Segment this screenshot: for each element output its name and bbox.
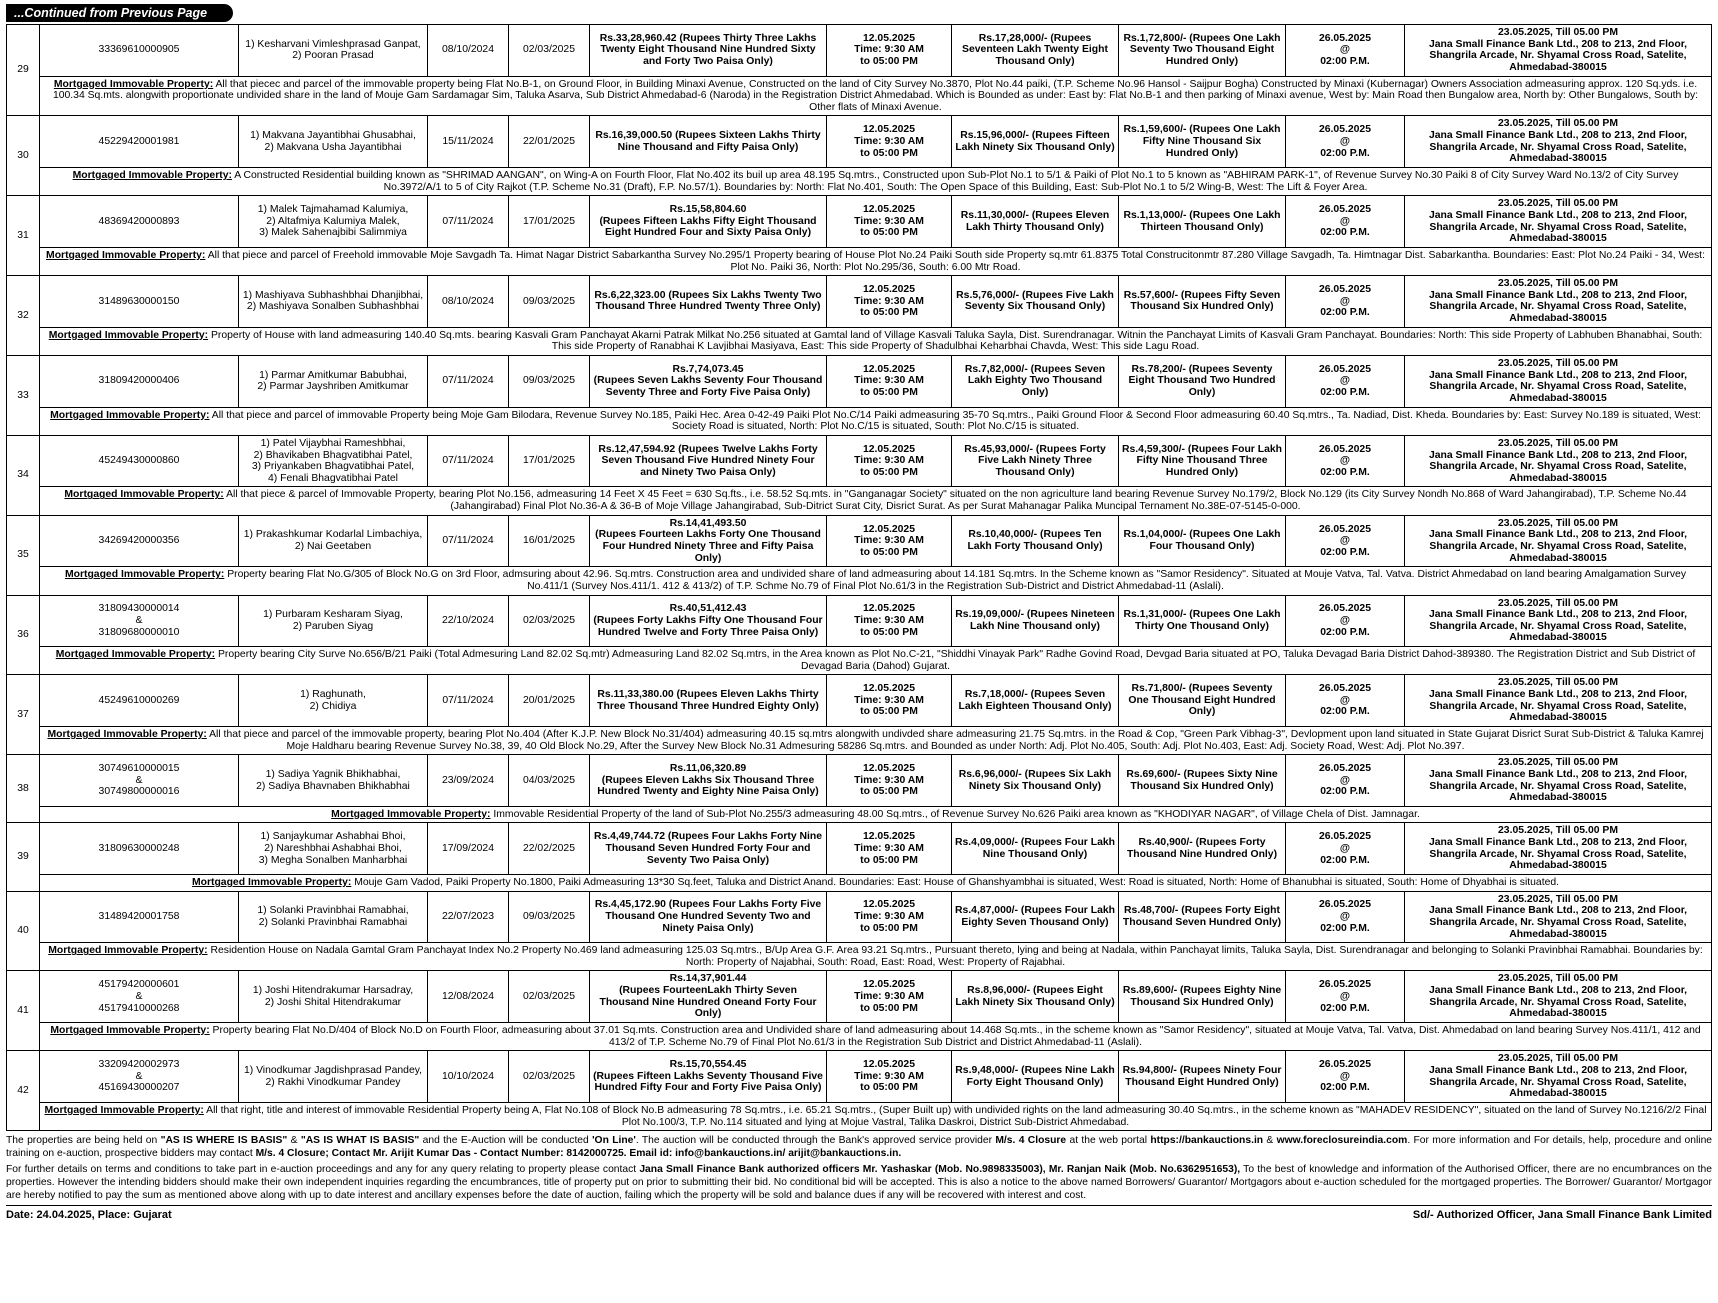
loan-account-number: 33209420002973 & 45169430000207 — [40, 1051, 239, 1103]
loan-account-number: 45249610000269 — [40, 675, 239, 727]
table-row-description — [7, 168, 1712, 196]
emd-amount: Rs.15,96,000/- (Rupees Fifteen Lakh Ninety Six Thousand Only) — [952, 116, 1119, 168]
borrower-names: 1) Solanki Pravinbhai Ramabhai, 2) Solanki Pravinbhai Ramabhai — [239, 891, 428, 943]
mortgaged-property-label: Mortgaged Immovable Property: — [72, 170, 232, 182]
footer-paragraph-2 — [6, 1163, 1712, 1203]
borrower-names: 1) Malek Tajmahamad Kalumiya, 2) Altafmiya Kalumiya Malek, 3) Malek Sahenajbibi Salimmiya — [239, 196, 428, 248]
loan-account-number: 33369610000905 — [40, 25, 239, 77]
table-row-description — [7, 247, 1712, 275]
mortgaged-property-description — [40, 647, 1712, 675]
mortgaged-property-description — [40, 1102, 1712, 1130]
footer-p1-c: & — [287, 1135, 301, 1147]
demand-notice-date: 22/10/2024 — [428, 595, 509, 647]
emd-last-date: 26.05.2025 @ 02:00 P.M. — [1286, 1051, 1405, 1103]
demand-notice-date: 07/11/2024 — [428, 356, 509, 408]
inspection-datetime: 12.05.2025 Time: 9:30 AM to 05:00 PM — [827, 675, 952, 727]
mortgaged-property-text: Mouje Gam Vadod, Paiki Property No.1800, Paiki Admeasuring 13*30 Sq.feet, Taluka and District Anand. Boundaries: East: House of Ghanshyambhai is situated, West: Road is situated, North: Home of Bhanubhai is situated, South: Home of Dhyabhai is situated. — [351, 877, 1560, 888]
mortgaged-property-label: Mortgaged Immovable Property: — [331, 808, 491, 820]
mortgaged-property-description — [40, 168, 1712, 196]
bid-increment-amount: Rs.89,600/- (Rupees Eighty Nine Thousand Six Hundred Only) — [1119, 971, 1286, 1023]
demand-notice-date: 07/11/2024 — [428, 435, 509, 487]
mortgaged-property-description — [40, 327, 1712, 355]
row-serial-number: 38 — [7, 755, 40, 823]
bank-officer-contacts: Jana Small Finance Bank authorized officers Mr. Yashaskar (Mob. No.9898335003), Mr. Ranjan Naik (Mob. No.6362951653), — [639, 1163, 1241, 1175]
mortgaged-property-description — [40, 567, 1712, 595]
reserve-price: Rs.12,47,594.92 (Rupees Twelve Lakhs Forty Seven Thousand Five Hundred Ninety Four and Ninety Two Paisa Only) — [590, 435, 827, 487]
demand-notice-date: 08/10/2024 — [428, 276, 509, 328]
table-row — [7, 515, 1712, 567]
emd-amount: Rs.5,76,000/- (Rupees Five Lakh Seventy Six Thousand Only) — [952, 276, 1119, 328]
table-row-description — [7, 407, 1712, 435]
borrower-names: 1) Purbaram Kesharam Siyag, 2) Paruben Siyag — [239, 595, 428, 647]
table-row-description — [7, 875, 1712, 892]
reserve-price: Rs.15,58,804.60 (Rupees Fifteen Lakhs Fifty Eight Thousand Eight Hundred Four and Sixty Paisa Only) — [590, 196, 827, 248]
reserve-price: Rs.33,28,960.42 (Rupees Thirty Three Lakhs Twenty Eight Thousand Nine Hundred Sixty and Forty Two Paisa Only) — [590, 25, 827, 77]
mortgaged-property-text: Property of House with land admeasuring 140.40 Sq.mts. bearing Kasvali Gram Panchayat Akarni Patrak Milkat No.256 situated at Gamtal land of Village Kasvali Taluka Sayla, Dist. Surendranagar. Witnin the Panchayat Limits of Kasvali Gram Panchayat. Boundaries: North: This side Property of Labhuben Bhanabhai, South: This side Property of Ranabhai K Lavjibhai Masiyava, East: This side Property of Shadulbhai Keharbhai Chavda, West: This side Lagu Road. — [208, 329, 1703, 353]
inspection-datetime: 12.05.2025 Time: 9:30 AM to 05:00 PM — [827, 1051, 952, 1103]
loan-account-number: 48369420000893 — [40, 196, 239, 248]
loan-account-number: 31489420001758 — [40, 891, 239, 943]
table-row — [7, 356, 1712, 408]
loan-account-number: 45179420000601 & 45179410000268 — [40, 971, 239, 1023]
row-serial-number: 29 — [7, 25, 40, 116]
bid-increment-amount: Rs.1,13,000/- (Rupees One Lakh Thirteen Thousand Only) — [1119, 196, 1286, 248]
demand-notice-date: 10/10/2024 — [428, 1051, 509, 1103]
table-row — [7, 595, 1712, 647]
emd-last-date: 26.05.2025 @ 02:00 P.M. — [1286, 435, 1405, 487]
possession-date: 02/03/2025 — [509, 1051, 590, 1103]
table-row — [7, 196, 1712, 248]
reserve-price: Rs.15,70,554.45 (Rupees Fifteen Lakhs Seventy Thousand Five Hundred Fifty Four and Forty Five Paisa Only) — [590, 1051, 827, 1103]
emd-amount: Rs.4,09,000/- (Rupees Four Lakh Nine Thousand Only) — [952, 823, 1119, 875]
table-row — [7, 675, 1712, 727]
auction-date-venue: 23.05.2025, Till 05.00 PM Jana Small Finance Bank Ltd., 208 to 213, 2nd Floor, Shangrila Arcade, Nr. Shyamal Cross Road, Satelite, Ahmedabad-380015 — [1405, 435, 1712, 487]
mortgaged-property-label: Mortgaged Immovable Property: — [44, 1104, 204, 1116]
borrower-names: 1) Sadiya Yagnik Bhikhabhai, 2) Sadiya Bhavnaben Bhikhabhai — [239, 755, 428, 807]
auction-date-venue: 23.05.2025, Till 05.00 PM Jana Small Finance Bank Ltd., 208 to 213, 2nd Floor, Shangrila Arcade, Nr. Shyamal Cross Road, Satelite, Ahmedabad-380015 — [1405, 891, 1712, 943]
mortgaged-property-label: Mortgaged Immovable Property: — [53, 78, 214, 90]
inspection-datetime: 12.05.2025 Time: 9:30 AM to 05:00 PM — [827, 515, 952, 567]
reserve-price: Rs.14,37,901.44 (Rupees FourteenLakh Thirty Seven Thousand Nine Hundred Oneand Forty Four Only) — [590, 971, 827, 1023]
emd-last-date: 26.05.2025 @ 02:00 P.M. — [1286, 675, 1405, 727]
auction-date-venue: 23.05.2025, Till 05.00 PM Jana Small Finance Bank Ltd., 208 to 213, 2nd Floor, Shangrila Arcade, Nr. Shyamal Cross Road, Satelite, Ahmedabad-380015 — [1405, 515, 1712, 567]
mortgaged-property-label: Mortgaged Immovable Property: — [55, 649, 216, 661]
emd-amount: Rs.45,93,000/- (Rupees Forty Five Lakh Ninety Three Thousand Only) — [952, 435, 1119, 487]
loan-account-number: 31489630000150 — [40, 276, 239, 328]
demand-notice-date: 07/11/2024 — [428, 675, 509, 727]
emd-last-date: 26.05.2025 @ 02:00 P.M. — [1286, 515, 1405, 567]
loan-account-number: 45249430000860 — [40, 435, 239, 487]
inspection-datetime: 12.05.2025 Time: 9:30 AM to 05:00 PM — [827, 116, 952, 168]
table-row-description — [7, 647, 1712, 675]
bid-increment-amount: Rs.1,04,000/- (Rupees One Lakh Four Thousand Only) — [1119, 515, 1286, 567]
bid-increment-amount: Rs.4,59,300/- (Rupees Four Lakh Fifty Nine Thousand Three Hundred Only) — [1119, 435, 1286, 487]
footer-paragraph-1 — [6, 1134, 1712, 1160]
inspection-datetime: 12.05.2025 Time: 9:30 AM to 05:00 PM — [827, 971, 952, 1023]
emd-amount: Rs.4,87,000/- (Rupees Four Lakh Eighty Seven Thousand Only) — [952, 891, 1119, 943]
emd-last-date: 26.05.2025 @ 02:00 P.M. — [1286, 755, 1405, 807]
borrower-names: 1) Joshi Hitendrakumar Harsadray, 2) Joshi Shital Hitendrakumar — [239, 971, 428, 1023]
mortgaged-property-text: All that right, title and interest of immovable Residential Property being A, Flat No.108 of Block No.B admeasuring 78 Sq.mtrs., i.e. 65.21 Sq.mtrs., (Super Built up) with undivided rights on the land admeasuring 30.40 Sq.mtrs., in the scheme known as "MAHADEV RESIDENCY", situated on the land of Survey No.1216/2/2 Final Plot No.100/3, T.P. No.114 situated and lying at Mojue Vastral, Talika Daskroi, District Sub-District Ahmedabad. — [203, 1104, 1707, 1128]
possession-date: 02/03/2025 — [509, 971, 590, 1023]
demand-notice-date: 08/10/2024 — [428, 25, 509, 77]
possession-date: 17/01/2025 — [509, 435, 590, 487]
table-row — [7, 435, 1712, 487]
borrower-names: 1) Raghunath, 2) Chidiya — [239, 675, 428, 727]
table-row-description — [7, 1102, 1712, 1130]
mortgaged-property-label: Mortgaged Immovable Property: — [48, 945, 208, 957]
row-serial-number: 41 — [7, 971, 40, 1051]
reserve-price: Rs.11,06,320.89 (Rupees Eleven Lakhs Six Thousand Three Hundred Twenty and Eighty Nine Paisa Only) — [590, 755, 827, 807]
mortgaged-property-description — [40, 76, 1712, 116]
bid-increment-amount: Rs.57,600/- (Rupees Fifty Seven Thousand Six Hundred Only) — [1119, 276, 1286, 328]
footer-p1-b: "AS IS WHERE IS BASIS" — [160, 1135, 288, 1147]
demand-notice-date: 17/09/2024 — [428, 823, 509, 875]
inspection-datetime: 12.05.2025 Time: 9:30 AM to 05:00 PM — [827, 595, 952, 647]
table-row-description — [7, 487, 1712, 515]
borrower-names: 1) Parmar Amitkumar Babubhai, 2) Parmar Jayshriben Amitkumar — [239, 356, 428, 408]
auction-date-venue: 23.05.2025, Till 05.00 PM Jana Small Finance Bank Ltd., 208 to 213, 2nd Floor, Shangrila Arcade, Nr. Shyamal Cross Road, Satelite, Ahmedabad-380015 — [1405, 1051, 1712, 1103]
demand-notice-date: 15/11/2024 — [428, 116, 509, 168]
bid-increment-amount: Rs.1,72,800/- (Rupees One Lakh Seventy Two Thousand Eight Hundred Only) — [1119, 25, 1286, 77]
possession-date: 16/01/2025 — [509, 515, 590, 567]
table-row-description — [7, 567, 1712, 595]
emd-last-date: 26.05.2025 @ 02:00 P.M. — [1286, 823, 1405, 875]
footer-p1-d: "AS IS WHAT IS BASIS" — [300, 1135, 420, 1147]
reserve-price: Rs.16,39,000.50 (Rupees Sixteen Lakhs Thirty Nine Thousand and Fifty Paisa Only) — [590, 116, 827, 168]
auction-date-venue: 23.05.2025, Till 05.00 PM Jana Small Finance Bank Ltd., 208 to 213, 2nd Floor, Shangrila Arcade, Nr. Shyamal Cross Road, Satelite, Ahmedabad-380015 — [1405, 276, 1712, 328]
inspection-datetime: 12.05.2025 Time: 9:30 AM to 05:00 PM — [827, 25, 952, 77]
row-serial-number: 30 — [7, 116, 40, 196]
inspection-datetime: 12.05.2025 Time: 9:30 AM to 05:00 PM — [827, 435, 952, 487]
inspection-datetime: 12.05.2025 Time: 9:30 AM to 05:00 PM — [827, 823, 952, 875]
bid-increment-amount: Rs.1,31,000/- (Rupees One Lakh Thirty One Thousand Only) — [1119, 595, 1286, 647]
mortgaged-property-description — [40, 875, 1712, 892]
demand-notice-date: 23/09/2024 — [428, 755, 509, 807]
footer-signature-row — [6, 1205, 1712, 1221]
auction-properties-table — [6, 24, 1712, 1131]
emd-amount: Rs.7,82,000/- (Rupees Seven Lakh Eighty Two Thousand Only) — [952, 356, 1119, 408]
notice-date-place: Date: 24.04.2025, Place: Gujarat — [6, 1209, 172, 1222]
mortgaged-property-text: All that piece and parcel of the immovable property, bearing Plot No.404 (After K.J.P. New Block No.31/404) admeasuring 40.15 sq.mtrs alongwith undivded share admeasuring 21.75 Sq.mtrs. in the Road & Cop, "Green Park Vibhag-3", Devlopment upon land situated in State Gujarat Disrict Surat Sub-District & Taluka Kamrej Moje Haldharu bearing Revenue Survey No.38, 39, 40 Old Block No.29, After the Survey New Block No.31 Admesuring 58286 Sq.mtrs. and Bounded as under North: Adj. Plot No.405, South: Adj. Plot No.403, East: Adj. Society Road, West: Adj. Plot No.397. — [206, 728, 1704, 752]
emd-last-date: 26.05.2025 @ 02:00 P.M. — [1286, 595, 1405, 647]
footer-p2-a: For further details on terms and conditions to take part in e-auction proceedings and any for any query relating to property please contact — [6, 1163, 640, 1175]
footer-p1-e: and the E-Auction will be conducted — [419, 1135, 593, 1147]
reserve-price: Rs.6,22,323.00 (Rupees Six Lakhs Twenty Two Thousand Three Hundred Twenty Three Only) — [590, 276, 827, 328]
portal-link-foreclosureindia[interactable]: www.foreclosureindia.com — [1276, 1135, 1408, 1147]
auction-date-venue: 23.05.2025, Till 05.00 PM Jana Small Finance Bank Ltd., 208 to 213, 2nd Floor, Shangrila Arcade, Nr. Shyamal Cross Road, Satelite, Ahmedabad-380015 — [1405, 356, 1712, 408]
borrower-names: 1) Mashiyava Subhashbhai Dhanjibhai, 2) Mashiyava Sonalben Subhashbhai — [239, 276, 428, 328]
possession-date: 22/01/2025 — [509, 116, 590, 168]
footer-p1-g: . The auction will be conducted through the Bank's approved service provider — [635, 1135, 996, 1147]
footer-p1-j: & — [1263, 1135, 1277, 1147]
possession-date: 09/03/2025 — [509, 356, 590, 408]
mortgaged-property-text: Property bearing Flat No.D/404 of Block No.D on Fourth Floor, admeasuring about 37.01 Sq.mts. Construction area and Undivided share of land admeasuring about 14.468 Sq.mts., in the scheme known as "Samor Residency", situated at Mouje Vatva, Tal. Vatva, Dist. Ahmedabad on land bearing Survey Nos.411/1, 412 and 413/2 of T.P. Scheme No.79 of Final Plot No.61/3 in the Registration Sub District and District Ahmedabad-11 (Aslali). — [209, 1025, 1701, 1048]
table-row-description — [7, 943, 1712, 971]
loan-account-number: 30749610000015 & 30749800000016 — [40, 755, 239, 807]
emd-amount: Rs.10,40,000/- (Rupees Ten Lakh Forty Thousand Only) — [952, 515, 1119, 567]
auction-date-venue: 23.05.2025, Till 05.00 PM Jana Small Finance Bank Ltd., 208 to 213, 2nd Floor, Shangrila Arcade, Nr. Shyamal Cross Road, Satelite, Ahmedabad-380015 — [1405, 675, 1712, 727]
mortgaged-property-label: Mortgaged Immovable Property: — [191, 877, 352, 888]
mortgaged-property-label: Mortgaged Immovable Property: — [48, 329, 209, 341]
mortgaged-property-text: Immovable Residential Property of the land of Sub-Plot No.255/3 admeasuring 48.00 Sq.mtrs., of Revenue Survey No.626 Paiki area known as "KHODIYAR NAGAR", of Village Chela of Dist. Jamnagar. — [490, 808, 1420, 820]
demand-notice-date: 07/11/2024 — [428, 515, 509, 567]
emd-amount: Rs.11,30,000/- (Rupees Eleven Lakh Thirty Thousand Only) — [952, 196, 1119, 248]
emd-last-date: 26.05.2025 @ 02:00 P.M. — [1286, 971, 1405, 1023]
auction-date-venue: 23.05.2025, Till 05.00 PM Jana Small Finance Bank Ltd., 208 to 213, 2nd Floor, Shangrila Arcade, Nr. Shyamal Cross Road, Satelite, Ahmedabad-380015 — [1405, 823, 1712, 875]
emd-last-date: 26.05.2025 @ 02:00 P.M. — [1286, 276, 1405, 328]
service-provider-name: M/s. 4 Closure — [995, 1135, 1067, 1147]
emd-last-date: 26.05.2025 @ 02:00 P.M. — [1286, 356, 1405, 408]
reserve-price: Rs.40,51,412.43 (Rupees Forty Lakhs Fifty One Thousand Four Hundred Twelve and Forty Three Paisa Only) — [590, 595, 827, 647]
bid-increment-amount: Rs.40,900/- (Rupees Forty Thousand Nine Hundred Only) — [1119, 823, 1286, 875]
portal-link-bankauctions[interactable]: https://bankauctions.in — [1150, 1135, 1264, 1147]
demand-notice-date: 22/07/2023 — [428, 891, 509, 943]
emd-last-date: 26.05.2025 @ 02:00 P.M. — [1286, 25, 1405, 77]
inspection-datetime: 12.05.2025 Time: 9:30 AM to 05:00 PM — [827, 196, 952, 248]
mortgaged-property-text: Property bearing City Surve No.656/B/21 Paiki (Total Admesuring Land 82.02 Sq.mtr) Admeasuring Land 82.02 Sq.mtrs, in the Area known as Plot No.C-21, "Shiddhi Vinayak Park" Radhe Govind Road, Devgad Baria situated at PO, Taluka Devagad Baria District Dahod-389380. The Registration District and Sub District of Devagad Baria (Dahod) Gujarat. — [215, 649, 1696, 672]
footer-p1-k: . For more information and For details, help, procedure and online training on e-auction, prospective bidders may contact — [6, 1135, 1713, 1160]
mortgaged-property-label: Mortgaged Immovable Property: — [64, 569, 225, 581]
footer-p1-i: at the web portal — [1066, 1135, 1151, 1147]
demand-notice-date: 12/08/2024 — [428, 971, 509, 1023]
row-serial-number: 36 — [7, 595, 40, 675]
mortgaged-property-text: Property bearing Flat No.G/305 of Block No.G on 3rd Floor, admsuring about 42.96. Sq.mtrs. Construction area and undivided share of land admeasuring about 14.181 Sq.mtrs. In the Scheme known as "Samor Residency". Situated at Mouje Vatva, Tal. Vatva. District Ahmedabad on land bearing Amalgamation Survey No.411/1 (Survey Nos.411/1. 412 & 413/2) of T.P. Schme No.79 of Final Plot No.61/3 in the Registration Sub-District and District Ahmedabad-11 (Aslali). — [224, 569, 1687, 592]
footer-p1-f: 'On Line' — [592, 1135, 636, 1147]
mortgaged-property-description — [40, 487, 1712, 515]
inspection-datetime: 12.05.2025 Time: 9:30 AM to 05:00 PM — [827, 356, 952, 408]
borrower-names: 1) Kesharvani Vimleshprasad Ganpat, 2) Pooran Prasad — [239, 25, 428, 77]
possession-date: 22/02/2025 — [509, 823, 590, 875]
emd-amount: Rs.6,96,000/- (Rupees Six Lakh Ninety Six Thousand Only) — [952, 755, 1119, 807]
emd-last-date: 26.05.2025 @ 02:00 P.M. — [1286, 196, 1405, 248]
row-serial-number: 42 — [7, 1051, 40, 1131]
reserve-price: Rs.4,45,172.90 (Rupees Four Lakhs Forty Five Thousand One Hundred Seventy Two and Ninety Paisa Only) — [590, 891, 827, 943]
reserve-price: Rs.14,41,493.50 (Rupees Fourteen Lakhs Forty One Thousand Four Hundred Ninety Three and Fifty Paisa Only) — [590, 515, 827, 567]
mortgaged-property-text: All that piece and parcel of immovable Property being Moje Gam Bilodara, Revenue Survey No.185, Paiki Hec. Area 0-42-49 Paiki Plot No.C/14 Paiki admeasuring 35-70 Sq.mtrs., Paiki Ground Floor & Second Floor admeasuring 60.40 Sq.mtrs., Ta. Nadiad, Dist. Kheda. Boundaries by: East: Survey No.189 is situated, West: Society Road is situated, North: Plot No.C/15 is situated, South: Plot No.C/15 is situated. — [209, 409, 1701, 433]
auction-date-venue: 23.05.2025, Till 05.00 PM Jana Small Finance Bank Ltd., 208 to 213, 2nd Floor, Shangrila Arcade, Nr. Shyamal Cross Road, Satelite, Ahmedabad-380015 — [1405, 595, 1712, 647]
loan-account-number: 31809420000406 — [40, 356, 239, 408]
bid-increment-amount: Rs.71,800/- (Rupees Seventy One Thousand Eight Hundred Only) — [1119, 675, 1286, 727]
mortgaged-property-text: All that piece and parcel of Freehold immovable Moje Savgadh Ta. Himat Nagar District Sabarkantha Survey No.295/1 Property bearing of House Plot No.24 Paiki South side Property sq.mtr 61.8375 Total Construcitonmtr 87.280 Village Savgadh, Ta. Himtnagar Dist. Sabarkantha. Boundaries: East: Plot No.24 Paiki - 34, West: Plot No. Paiki 36, North: Plot No.295/36, South: 6.00 Mtr Road. — [205, 249, 1705, 273]
possession-date: 09/03/2025 — [509, 891, 590, 943]
table-row-description — [7, 327, 1712, 355]
mortgaged-property-description — [40, 806, 1712, 823]
mortgaged-property-label: Mortgaged Immovable Property: — [50, 1025, 210, 1037]
emd-amount: Rs.7,18,000/- (Rupees Seven Lakh Eighteen Thousand Only) — [952, 675, 1119, 727]
mortgaged-property-text: A Constructed Residential building known as "SHRIMAD AANGAN", on Wing-A on Fourth Floor, Flat No.402 its buil up area 48.195 Sq.mtrs., Constructed upon Sub-Plot No.1 to 5/1 & Paiki of Plot No.1 to 5 known as "ABHIRAM PARK-1", of Revenue Survey No.30 Paiki 8 of City Survey Ward No.13/2 of City Survey No.3972/A/1 to 5 of City Rajkot (T.P. Scheme No.31 (Draft), F.P. No.57/1). Boundaries by: North: Flat No.401, South: The Open Space of this Building, East: Sub-Plot No.1 to 5/2 Wing-B, West: The Lift & Foyer Area. — [231, 170, 1679, 193]
mortgaged-property-description — [40, 1023, 1712, 1051]
footer-notes — [6, 1134, 1712, 1202]
loan-account-number: 31809630000248 — [40, 823, 239, 875]
mortgaged-property-description — [40, 247, 1712, 275]
emd-amount: Rs.9,48,000/- (Rupees Nine Lakh Forty Eight Thousand Only) — [952, 1051, 1119, 1103]
bid-increment-amount: Rs.48,700/- (Rupees Forty Eight Thousand Seven Hundred Only) — [1119, 891, 1286, 943]
reserve-price: Rs.7,74,073.45 (Rupees Seven Lakhs Seventy Four Thousand Seventy Three and Forty Five Paisa Only) — [590, 356, 827, 408]
authorized-officer-signature: Sd/- Authorized Officer, Jana Small Finance Bank Limited — [1412, 1209, 1712, 1222]
loan-account-number: 34269420000356 — [40, 515, 239, 567]
demand-notice-date: 07/11/2024 — [428, 196, 509, 248]
borrower-names: 1) Sanjaykumar Ashabhai Bhoi, 2) Nareshbhai Ashabhai Bhoi, 3) Megha Sonalben Manharbhai — [239, 823, 428, 875]
emd-amount: Rs.17,28,000/- (Rupees Seventeen Lakh Twenty Eight Thousand Only) — [952, 25, 1119, 77]
table-row-description — [7, 806, 1712, 823]
borrower-names: 1) Patel Vijaybhai Rameshbhai, 2) Bhavikaben Bhagvatibhai Patel, 3) Priyankaben Bhagvatibhai Patel, 4) Fenali Bhagvatibhai Patel — [239, 435, 428, 487]
emd-amount: Rs.19,09,000/- (Rupees Nineteen Lakh Nine Thousand only) — [952, 595, 1119, 647]
reserve-price: Rs.4,49,744.72 (Rupees Four Lakhs Forty Nine Thousand Seven Hundred Forty Four and Seventy Two Paisa Only) — [590, 823, 827, 875]
table-row — [7, 25, 1712, 77]
table-row-description — [7, 1023, 1712, 1051]
possession-date: 02/03/2025 — [509, 595, 590, 647]
mortgaged-property-label: Mortgaged Immovable Property: — [46, 249, 206, 261]
borrower-names: 1) Makvana Jayantibhai Ghusabhai, 2) Makvana Usha Jayantibhai — [239, 116, 428, 168]
emd-last-date: 26.05.2025 @ 02:00 P.M. — [1286, 116, 1405, 168]
mortgaged-property-text: All that piece & parcel of Immovable Property, bearing Plot No.156, admeasuring 14 Feet X 45 Feet = 630 Sq.fts., i.e. 58.52 Sq.mts. in "Ganganagar Society" situated on the non agriculture land bearing Revenue Survey No.179/2, Block No.129 (its City Survey Nondh No.868 of Ward Jahangirabad), T.P. Scheme No.44 (Jahangirabad) Final Plot No.36-A & 36-B of Moje Village Jahangirabad, Sub-Ditrict Surat City, Disrict Surat. As per Surat Mahanagar Palika Muncipal Ternament No.38E-07-5145-0-000. — [223, 489, 1687, 513]
row-serial-number: 32 — [7, 276, 40, 356]
loan-account-number: 45229420001981 — [40, 116, 239, 168]
possession-date: 20/01/2025 — [509, 675, 590, 727]
table-row-description — [7, 726, 1712, 754]
row-serial-number: 39 — [7, 823, 40, 891]
mortgaged-property-text: Residention House on Nadala Gamtal Gram Panchayat Index No.2 Property No.469 land admeasuring 125.03 Sq.mtrs., B/Up Area G.F. Area 93.21 Sq.mtrs., Pursuant thereto, lying and being at Nadala, within Panchayat limits, Taluka Sayla, Dist. Surendranagar and belonging to Solanki Pravinbhai Ramabhai. Boundaries by: North: Property of Najabhai, South: Road, East: Road, West: Property of Rajabhai. — [207, 945, 1703, 968]
table-row — [7, 971, 1712, 1023]
table-row — [7, 276, 1712, 328]
row-serial-number: 33 — [7, 356, 40, 436]
mortgaged-property-label: Mortgaged Immovable Property: — [64, 489, 224, 501]
auction-date-venue: 23.05.2025, Till 05.00 PM Jana Small Finance Bank Ltd., 208 to 213, 2nd Floor, Shangrila Arcade, Nr. Shyamal Cross Road, Satelite, Ahmedabad-380015 — [1405, 755, 1712, 807]
row-serial-number: 40 — [7, 891, 40, 971]
table-row — [7, 116, 1712, 168]
auction-date-venue: 23.05.2025, Till 05.00 PM Jana Small Finance Bank Ltd., 208 to 213, 2nd Floor, Shangrila Arcade, Nr. Shyamal Cross Road, Satelite, Ahmedabad-380015 — [1405, 116, 1712, 168]
bid-increment-amount: Rs.1,59,600/- (Rupees One Lakh Fifty Nine Thousand Six Hundred Only) — [1119, 116, 1286, 168]
possession-date: 17/01/2025 — [509, 196, 590, 248]
row-serial-number: 31 — [7, 196, 40, 276]
footer-p1-a: The properties are being held on — [6, 1135, 161, 1147]
borrower-names: 1) Vinodkumar Jagdishprasad Pandey, 2) Rakhi Vinodkumar Pandey — [239, 1051, 428, 1103]
mortgaged-property-label: Mortgaged Immovable Property: — [47, 728, 207, 740]
emd-last-date: 26.05.2025 @ 02:00 P.M. — [1286, 891, 1405, 943]
inspection-datetime: 12.05.2025 Time: 9:30 AM to 05:00 PM — [827, 276, 952, 328]
row-serial-number: 34 — [7, 435, 40, 515]
possession-date: 04/03/2025 — [509, 755, 590, 807]
mortgaged-property-text: All that piecec and parcel of the immovable property being Flat No.B-1, on Ground Floor, in Building Minaxi Avenue, Constructed on the land of City Survey No.3870, Plot No.44 paiki, (T.P. Scheme No.96 Hansol - Saijpur Bogha) Constructed by Minaxi (Kubernagar) Owners Association admeasuring approx. 120 Sq.yds. i.e. 100.34 Sq.mts. alongwith proportionate undivided share in the land of Mouje Gam Sardamagar Sim, Taluka Asarva, Sub District Ahmedabad-6 (Naroda) in the Registration District Ahmedabad. Which is Bounded as under: East by: Flat No.B-1 and then parking of Minaxi avenue, West by: Main Road then Bungalow area, North by: Other Bungalows, South by: Other flats of Minaxi Avenue. — [52, 78, 1699, 113]
continued-banner: ...Continued from Previous Page — [6, 4, 233, 22]
borrower-names: 1) Prakashkumar Kodarlal Limbachiya, 2) Nai Geetaben — [239, 515, 428, 567]
bid-increment-amount: Rs.78,200/- (Rupees Seventy Eight Thousand Two Hundred Only) — [1119, 356, 1286, 408]
possession-date: 02/03/2025 — [509, 25, 590, 77]
table-row-description — [7, 76, 1712, 116]
auction-date-venue: 23.05.2025, Till 05.00 PM Jana Small Finance Bank Ltd., 208 to 213, 2nd Floor, Shangrila Arcade, Nr. Shyamal Cross Road, Satelite, Ahmedabad-380015 — [1405, 25, 1712, 77]
inspection-datetime: 12.05.2025 Time: 9:30 AM to 05:00 PM — [827, 755, 952, 807]
mortgaged-property-description — [40, 943, 1712, 971]
emd-amount: Rs.8,96,000/- (Rupees Eight Lakh Ninety Six Thousand Only) — [952, 971, 1119, 1023]
reserve-price: Rs.11,33,380.00 (Rupees Eleven Lakhs Thirty Three Thousand Three Hundred Eighty Only) — [590, 675, 827, 727]
bid-increment-amount: Rs.94,800/- (Rupees Ninety Four Thousand Eight Hundred Only) — [1119, 1051, 1286, 1103]
row-serial-number: 37 — [7, 675, 40, 755]
table-row — [7, 1051, 1712, 1103]
possession-date: 09/03/2025 — [509, 276, 590, 328]
auction-date-venue: 23.05.2025, Till 05.00 PM Jana Small Finance Bank Ltd., 208 to 213, 2nd Floor, Shangrila Arcade, Nr. Shyamal Cross Road, Satelite, Ahmedabad-380015 — [1405, 196, 1712, 248]
bid-increment-amount: Rs.69,600/- (Rupees Sixty Nine Thousand Six Hundred Only) — [1119, 755, 1286, 807]
mortgaged-property-description — [40, 407, 1712, 435]
row-serial-number: 35 — [7, 515, 40, 595]
footer-p2-c: To the best of knowledge and information of the Authorised Officer, there are no encumbrances on the properties. However the intending bidders should make their own independent inquiries regarding the encumbrances, title of property put on prior to submitting their bid. No conditional bid will be accepted. This is also a notice to the above named Borrowers/ Guarantor/ Mortgagors about e-auction scheduled for the mortgaged properties. The Borrower/ Guarantor/ Mortgagor are hereby notified to pay the sum as mentioned above along with up to date interest and ancillary expenses before the date of auction, failing which the property will be sold and balance dues if any will be recovered with interest and cost. — [6, 1163, 1712, 1201]
loan-account-number: 31809430000014 & 31809680000010 — [40, 595, 239, 647]
table-row — [7, 755, 1712, 807]
mortgaged-property-label: Mortgaged Immovable Property: — [50, 409, 210, 421]
auction-date-venue: 23.05.2025, Till 05.00 PM Jana Small Finance Bank Ltd., 208 to 213, 2nd Floor, Shangrila Arcade, Nr. Shyamal Cross Road, Satelite, Ahmedabad-380015 — [1405, 971, 1712, 1023]
table-row — [7, 823, 1712, 875]
table-row — [7, 891, 1712, 943]
mortgaged-property-description — [40, 726, 1712, 754]
inspection-datetime: 12.05.2025 Time: 9:30 AM to 05:00 PM — [827, 891, 952, 943]
service-provider-contact: M/s. 4 Closure; Contact Mr. Arijit Kumar Das - Contact Number: 8142000725. Email id: info@bankauctions.in/ arijit@bankauctions.in. — [255, 1148, 902, 1160]
